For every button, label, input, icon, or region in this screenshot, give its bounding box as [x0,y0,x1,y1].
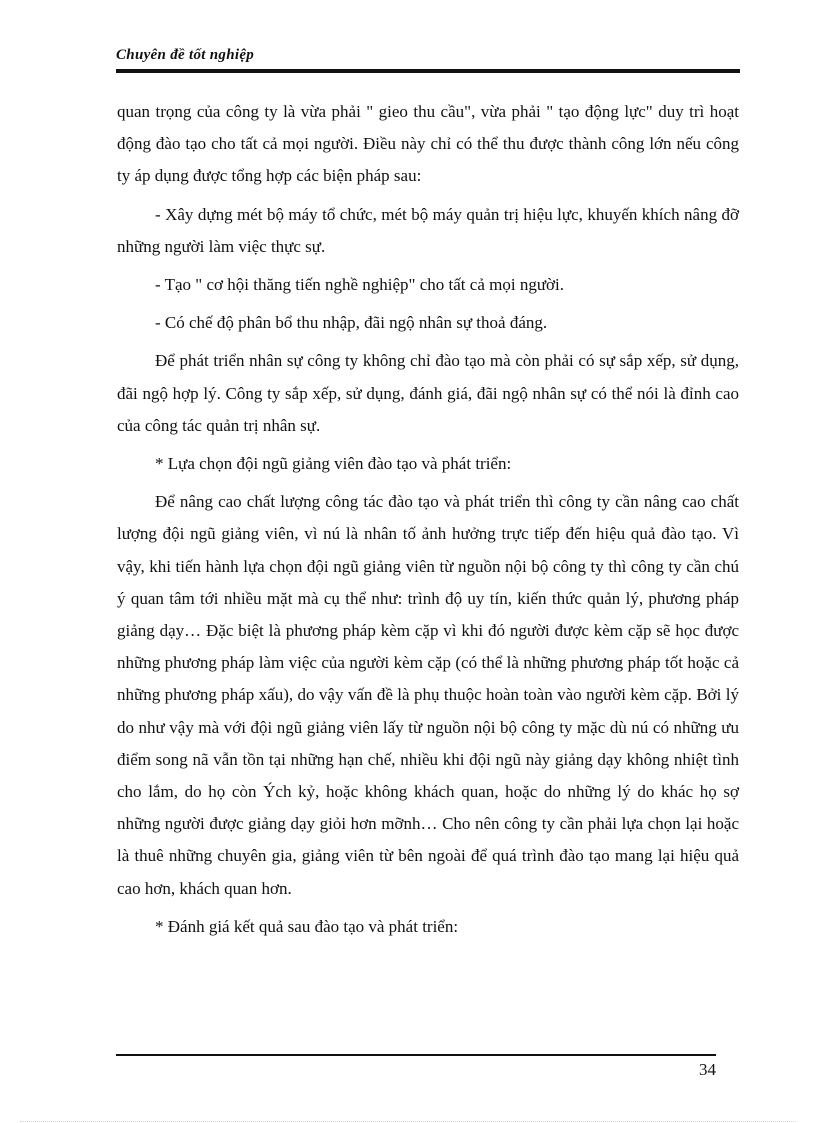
paragraph-bullet-1: - Xây dựng mét bộ máy tổ chức, mét bộ máy quản trị hiệu lực, khuyến khích nâng đỡ những người làm việc thực sự. [117,204,739,256]
header-rule [116,69,740,73]
paragraph-instructors: Để nâng cao chất lượng công tác đào tạo và phát triển thì công ty cần nâng cao chất lượng đội ngũ giảng viên, vì nú là nhân tố ảnh hưởng trực tiếp đến hiệu quả đào tạo. Vì vậy, khi tiến hành lựa chọn đội ngũ giảng viên từ nguồn nội bộ công ty thì công ty cần chú ý quan tâm tới nhiều mặt mà cụ thể như: trình độ uy tín, kiến thức quản lý, phương pháp giảng dạy… Đặc biệt là phương pháp kèm cặp vì khi đó người được kèm cặp sẽ học được những phương pháp làm việc của người kèm cặp (có thể là những phương pháp tốt hoặc cả những phương pháp xấu), do vậy vấn đề là phụ thuộc hoàn toàn vào người kèm cặp. Bởi lý do như vậy mà với đội ngũ giảng viên lấy từ nguồn nội bộ công ty mặc dù nú có những ưu điểm song nã vẫn tồn tại những hạn chế, nhiều khi đội ngũ này giảng dạy không nhiệt tình cho lắm, do họ còn Ých kỷ, hoặc không khách quan, hoặc do những lý do khác họ sợ những người được giảng dạy giỏi hơn mỡnh… Cho nên công ty cần phải lựa chọn lại hoặc là thuê những chuyên gia, giảng viên từ bên ngoài để quá trình đào tạo mang lại hiệu quả cao hơn, khách quan hơn. [117,492,739,898]
footer-rule [116,1054,716,1056]
paragraph-continuation: quan trọng của công ty là vừa phải " gieo thu cầu", vừa phải " tạo động lực" duy trì hoạt động đào tạo cho tất cả mọi người. Điều này chỉ có thể thu được thành công lớn nếu công ty áp dụng được tổng hợp các biện pháp sau: [117,102,739,186]
body-text [117,96,739,943]
section-heading-evaluation: * Đánh giá kết quả sau đào tạo và phát triển: [155,916,459,936]
section-heading-instructors: * Lựa chọn đội ngũ giảng viên đào tạo và phát triển: [155,454,512,474]
paragraph-development: Để phát triển nhân sự công ty không chỉ đào tạo mà còn phải có sự sắp xếp, sử dụng, đãi ngộ hợp lý. Công ty sắp xếp, sử dụng, đánh giá, đãi ngộ nhân sự có thể nói là đỉnh cao của công tác quản trị nhân sự. [117,351,739,435]
page-edge-divider [20,1121,796,1122]
running-header: Chuyên đề tốt nghiệp [116,47,255,63]
page-number: 34 [699,1060,716,1079]
paragraph-bullet-2: - Tạo " cơ hội thăng tiến nghề nghiệp" cho tất cả mọi người. [155,275,564,295]
paragraph-bullet-3: - Có chế độ phân bổ thu nhập, đãi ngộ nhân sự thoả đáng. [155,313,548,333]
